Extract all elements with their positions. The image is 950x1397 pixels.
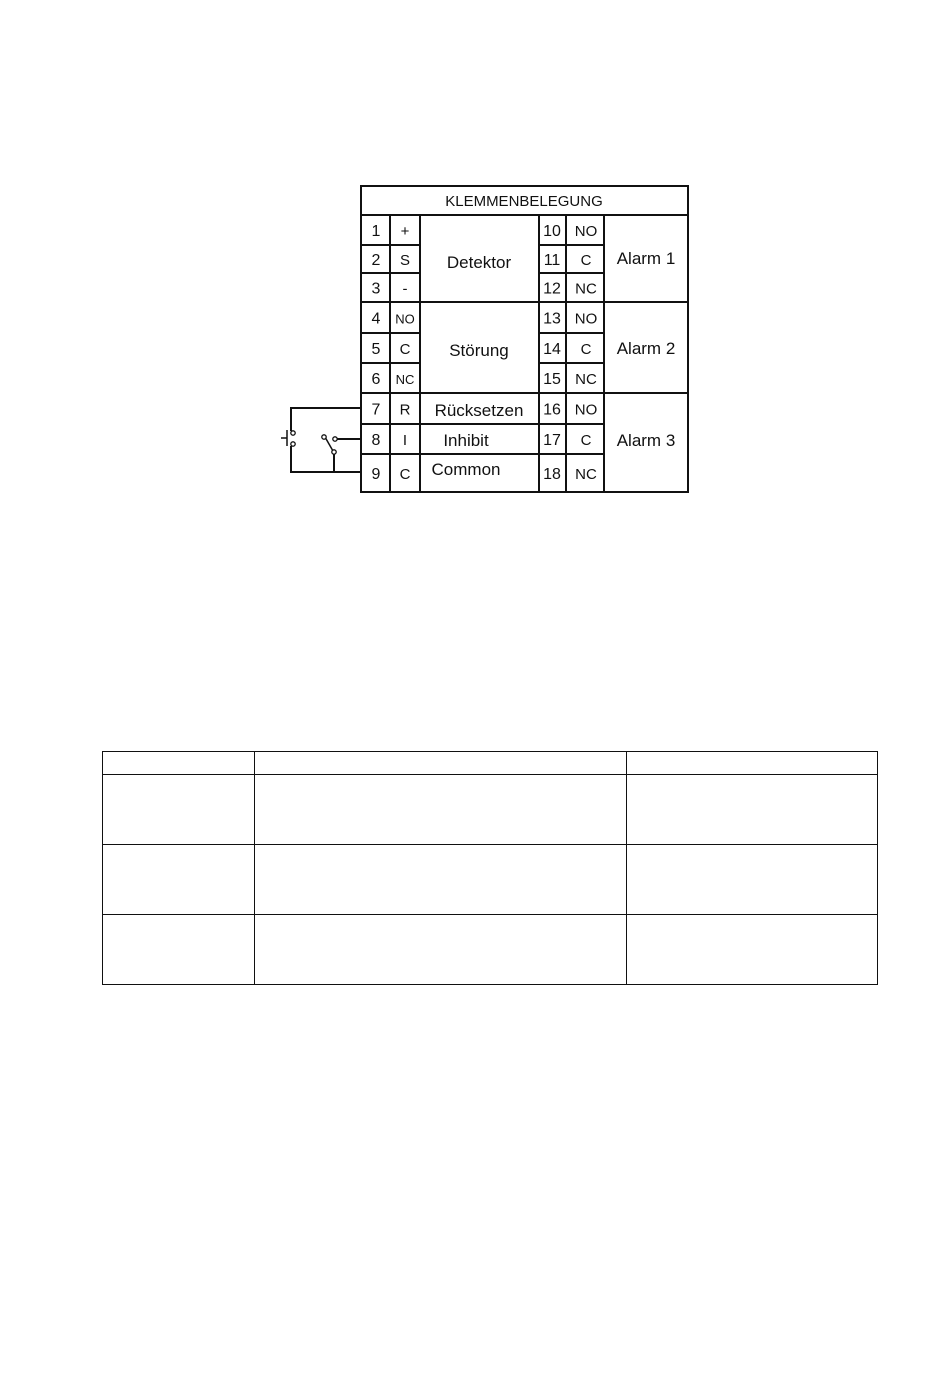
external-switch-wiring xyxy=(281,408,361,472)
diagram-title: KLEMMENBELEGUNG xyxy=(445,193,603,210)
table-cell xyxy=(255,845,627,915)
table-row xyxy=(103,915,878,985)
table-cell xyxy=(627,775,878,845)
function-label-common: Common xyxy=(431,460,501,479)
terminal-signal: I xyxy=(402,432,408,449)
terminal-signal: S xyxy=(399,252,411,269)
blank-table xyxy=(102,751,878,985)
terminal-signal: + xyxy=(400,223,410,240)
terminal-number: 5 xyxy=(371,341,381,358)
table-cell xyxy=(103,845,255,915)
terminal-signal: NC xyxy=(575,466,597,483)
function-label-fault: Störung xyxy=(449,341,509,360)
table-cell xyxy=(103,752,255,775)
terminal-number: 8 xyxy=(371,432,381,449)
function-label-alarm-3: Alarm 3 xyxy=(616,431,676,450)
terminal-number: 13 xyxy=(543,310,561,328)
terminal-number: 6 xyxy=(371,371,381,388)
terminal-signal: NO xyxy=(395,311,415,327)
table-cell xyxy=(627,915,878,985)
table-cell xyxy=(255,775,627,845)
table-cell xyxy=(627,752,878,775)
terminal-number: 3 xyxy=(371,280,381,298)
terminal-number: 9 xyxy=(371,466,381,483)
push-button-symbol xyxy=(281,430,295,446)
table-cell xyxy=(255,752,627,775)
table-header-row xyxy=(103,752,878,775)
table-row xyxy=(103,775,878,845)
terminal-number: 18 xyxy=(543,466,561,483)
terminal-signal: NC xyxy=(575,371,597,388)
terminal-signal: C xyxy=(580,252,592,269)
terminal-number: 4 xyxy=(371,310,381,328)
terminal-signal: R xyxy=(399,401,411,419)
function-label-detector: Detektor xyxy=(446,253,512,272)
terminal-number: 16 xyxy=(543,401,561,419)
terminal-signal: NC xyxy=(575,280,597,298)
terminal-number: 2 xyxy=(371,252,381,269)
table-cell xyxy=(255,915,627,985)
table-row xyxy=(103,845,878,915)
function-label-alarm-1: Alarm 1 xyxy=(616,249,676,268)
terminal-number: 15 xyxy=(543,371,561,388)
table-cell xyxy=(103,915,255,985)
table-cell xyxy=(103,775,255,845)
table-cell xyxy=(627,845,878,915)
terminal-number: 12 xyxy=(543,280,561,298)
terminal-signal: NO xyxy=(574,310,598,328)
function-label-alarm-2: Alarm 2 xyxy=(616,339,676,358)
terminal-number: 1 xyxy=(371,223,381,240)
terminal-number: 7 xyxy=(371,401,381,419)
function-label-reset: Rücksetzen xyxy=(434,401,524,420)
terminal-assignment-diagram xyxy=(0,0,950,520)
terminal-signal: C xyxy=(580,432,592,449)
terminal-signal: NO xyxy=(574,401,598,419)
terminal-signal: C xyxy=(399,341,411,358)
terminal-signal: - xyxy=(402,280,408,298)
terminal-signal: C xyxy=(399,466,411,483)
inhibit-switch-symbol xyxy=(322,435,361,472)
function-label-inhibit: Inhibit xyxy=(443,431,489,450)
terminal-signal: NO xyxy=(574,223,598,240)
terminal-number: 11 xyxy=(543,252,561,269)
terminal-signal: NC xyxy=(395,372,415,387)
terminal-number: 14 xyxy=(543,341,561,358)
terminal-signal: C xyxy=(580,341,592,358)
terminal-number: 10 xyxy=(543,223,561,240)
terminal-number: 17 xyxy=(543,432,561,449)
